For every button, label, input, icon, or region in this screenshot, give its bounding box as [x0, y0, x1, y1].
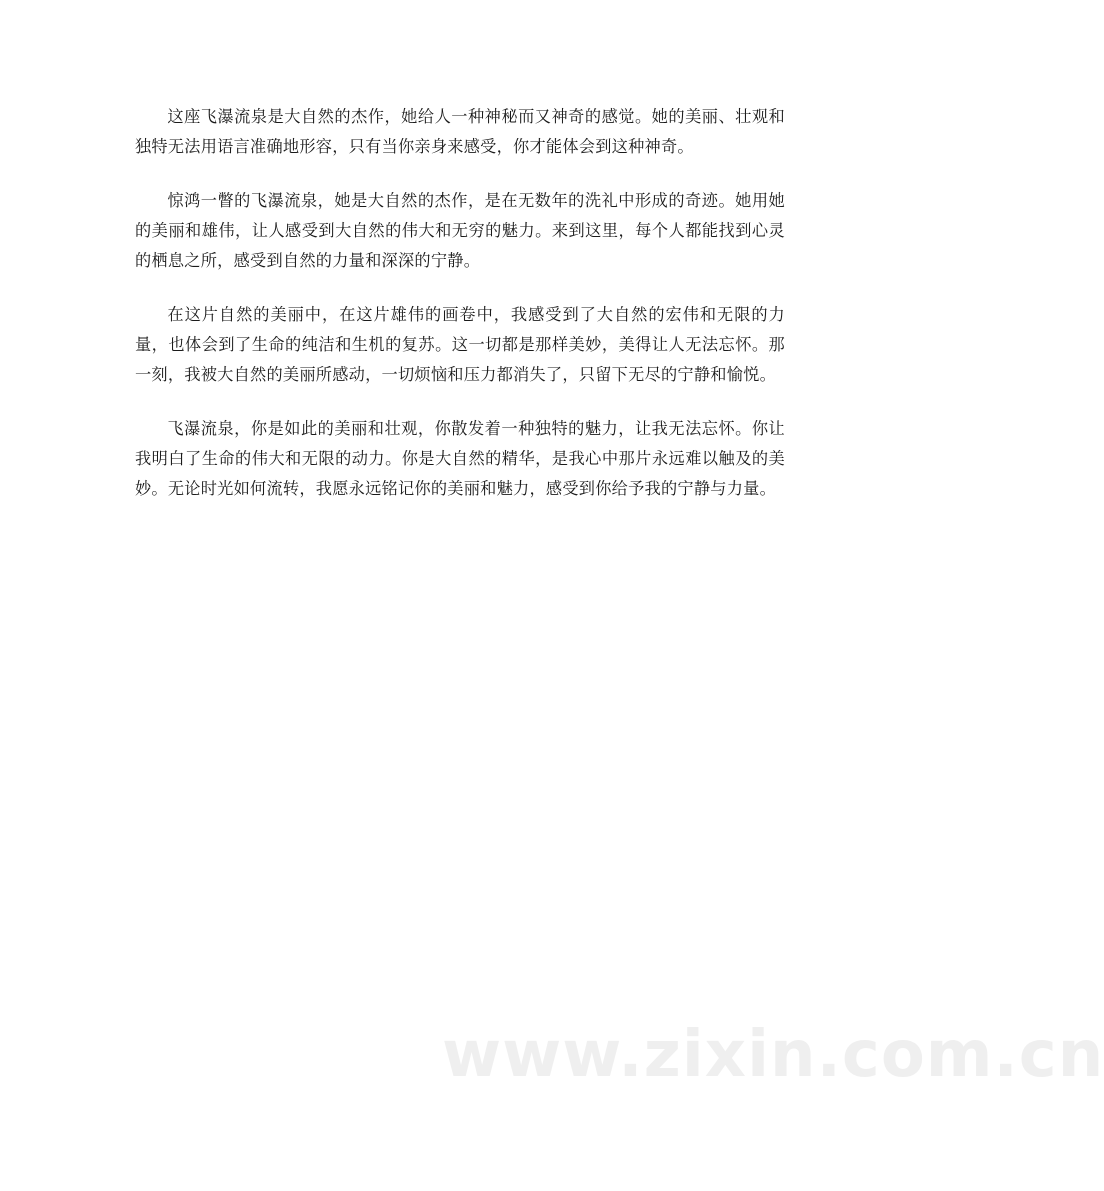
paragraph-1: 这座飞瀑流泉是大自然的杰作，她给人一种神秘而又神奇的感觉。她的美丽、壮观和独特无法用语言准确地形容，只有当你亲身来感受，你才能体会到这种神奇。	[135, 107, 785, 156]
paragraph-2: 惊鸿一瞥的飞瀑流泉，她是大自然的杰作，是在无数年的洗礼中形成的奇迹。她用她的美丽和雄伟，让人感受到大自然的伟大和无穷的魅力。来到这里，每个人都能找到心灵的栖息之所，感受到自然的力量和深深的宁静。	[135, 191, 785, 270]
paragraph-3: 在这片自然的美丽中，在这片雄伟的画卷中，我感受到了大自然的宏伟和无限的力量，也体会到了生命的纯洁和生机的复苏。这一切都是那样美妙，美得让人无法忘怀。那一刻，我被大自然的美丽所感动，一切烦恼和压力都消失了，只留下无尽的宁静和愉悦。	[135, 305, 785, 384]
watermark: www.zixin.com.cn	[442, 1018, 1104, 1092]
document-body	[135, 102, 785, 528]
paragraph-4: 飞瀑流泉，你是如此的美丽和壮观，你散发着一种独特的魅力，让我无法忘怀。你让我明白了生命的伟大和无限的动力。你是大自然的精华，是我心中那片永远难以触及的美妙。无论时光如何流转，我愿永远铭记你的美丽和魅力，感受到你给予我的宁静与力量。	[135, 419, 785, 498]
